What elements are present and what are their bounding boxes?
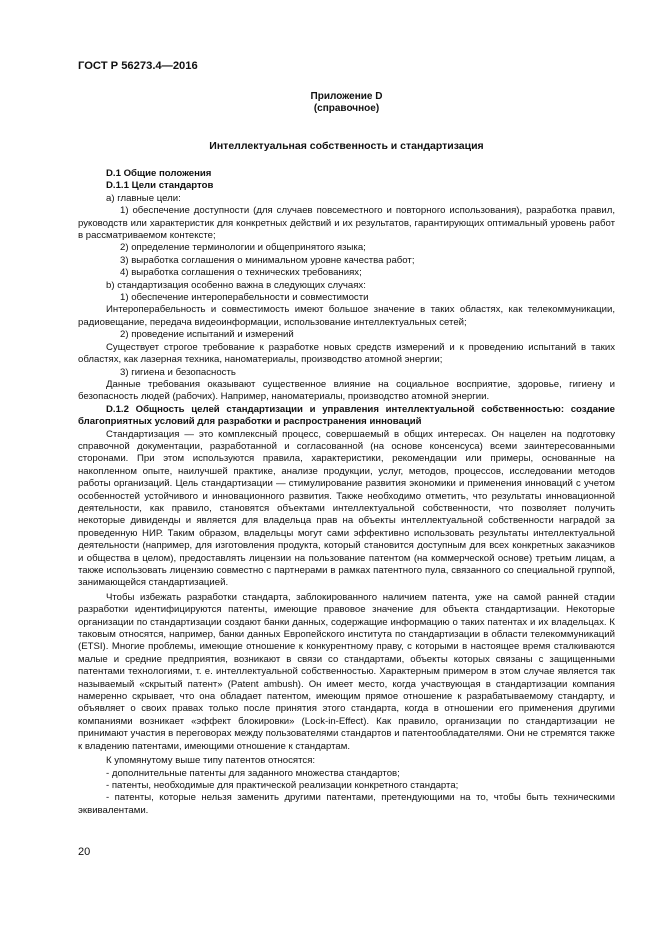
appendix-heading — [78, 91, 615, 115]
standard-designation: ГОСТ Р 56273.4—2016 — [78, 60, 198, 72]
paragraph: Существует строгое требование к разработке новых средств измерений и к проведению испытаний в таких областях, как лазерная техника, наноматериалы, производство атомной энергии; — [78, 341, 615, 366]
list-item: 1) обеспечение доступности (для случаев повсеместного и повторного использования), разработка правил, руководств или характеристик для конкретных действий и их результатов, гарантирующих оптимальный уровень работ в рассматриваемом контексте; — [78, 205, 615, 242]
appendix-subtitle: (справочное) — [313, 103, 380, 114]
section-title: Интеллектуальная собственность и стандартизация — [209, 140, 484, 152]
paragraph: Чтобы избежать разработки стандарта, заблокированного наличием патента, уже на самой ранней стадии разработки идентифицируются патенты, имеющие правовое значение для объекта стандартизации. Некоторые организации по стандартизации создают банки данных, содержащие информацию о таких патентах и их владельцах. К таковым относятся, например, банки данных Европейского института по стандартизации в области телекоммуникаций (ETSI). Многие проблемы, имеющие отношение к конкурентному праву, с которыми в настоящее время сталкиваются малые и средние предприятия, возникают в связи со стандартами, объекты которых связаны с защищенными патентами технологиями, т. е. интеллектуальной собственностью. Характерным примером в этом случае является так называемый «скрытый патент» (Patent ambush). Он имеет место, когда участвующая в стандартизации компания намеренно скрывает, что она обладает патентом, имеющим прямое отношение к разрабатываемому стандарту, и объявляет о своих правах только после принятия этого стандарта, когда в отношении его применения другими компаниями возникает «эффект блокировки» (Lock-in-Effect). Как правило, организации по стандартизации не принимают участия в переговорах между пользователями стандартов и патентообладателями. Они не стремятся также к владению патентами, имеющими отношение к стандартам. — [78, 591, 615, 752]
list-item: 1) обеспечение интероперабельности и совместимости — [120, 292, 369, 304]
list-item: 2) определение терминологии и общепринятого языка; — [120, 242, 366, 254]
paragraph: Стандартизация — это комплексный процесс, совершаемый в общих интересах. Он нацелен на подготовку справочной документации, разработанной и согласованной (на основе консенсуса) всеми заинтересованными сторонами. При этом используются правила, характеристики, рекомендации или примеры, основанные на накопленном опыте, наилучшей практике, анализе продукции, услуг, методов, процессов, исследовании методов работы организаций. Цель стандартизации — стимулирование развития экономики и применения инноваций с учетом особенностей устойчивого и инновационного развития. Также необходимо отметить, что результаты инновационной деятельности, как правило, становятся объектами интеллектуальной собственности, что позволяет получить некоторые дивиденды и является для владельца прав на объекты интеллектуальной собственности наградой за проведенную НИР. Таким образом, владельцы могут сами эффективно использовать результаты интеллектуальной деятельности (например, для изготовления продукта, который становится доступным для всех конкретных заказчиков и общества в целом), предоставлять лицензии на пользование патентом (на коммерческой основе) третьим лицам, а также использовать лицензию совместно с партнерами в рамках патентного пула, связанного со специальной группой, занимающейся стандартизацией. — [78, 428, 615, 589]
page-number: 20 — [78, 846, 91, 858]
list-item: 3) выработка соглашения о минимальном уровне качества работ; — [120, 254, 415, 266]
list-item: - патенты, которые нельзя заменить другими патентами, претендующими на то, чтобы быть техническими эквивалентами. — [78, 792, 615, 816]
list-item: - патенты, необходимые для практической реализации конкретного стандарта; — [106, 779, 459, 791]
clause-heading: D.1.1 Цели стандартов — [106, 180, 214, 192]
paragraph: К упомянутому выше типу патентов относятся: — [106, 755, 316, 767]
list-item: - дополнительные патенты для заданного множества стандартов; — [106, 767, 400, 779]
list-item: 4) выработка соглашения о технических требованиях; — [120, 267, 362, 279]
clause-heading: D.1.2 Общность целей стандартизации и управления интеллектуальной собственностью: создание благоприятных условий для разработки и распространения инноваций — [78, 403, 615, 428]
list-item: 3) гигиена и безопасность — [120, 366, 236, 378]
appendix-title: Приложение D — [310, 91, 383, 102]
list-item: b) стандартизация особенно важна в следующих случаях: — [106, 279, 366, 291]
list-item: 2) проведение испытаний и измерений — [120, 329, 294, 341]
paragraph: Данные требования оказывают существенное влияние на социальное восприятие, здоровье, гигиену и безопасность людей (рабочих). Например, наноматериалы, производство атомной энергии. — [78, 378, 615, 403]
clause-heading: D.1 Общие положения — [106, 168, 212, 179]
list-item: a) главные цели: — [106, 192, 181, 204]
document-body — [78, 168, 615, 817]
paragraph: Интероперабельность и совместимость имеют большое значение в таких областях, как телекоммуникации, радиовещание, передача видеоинформации, использование интеллектуальных сетей; — [78, 304, 615, 328]
